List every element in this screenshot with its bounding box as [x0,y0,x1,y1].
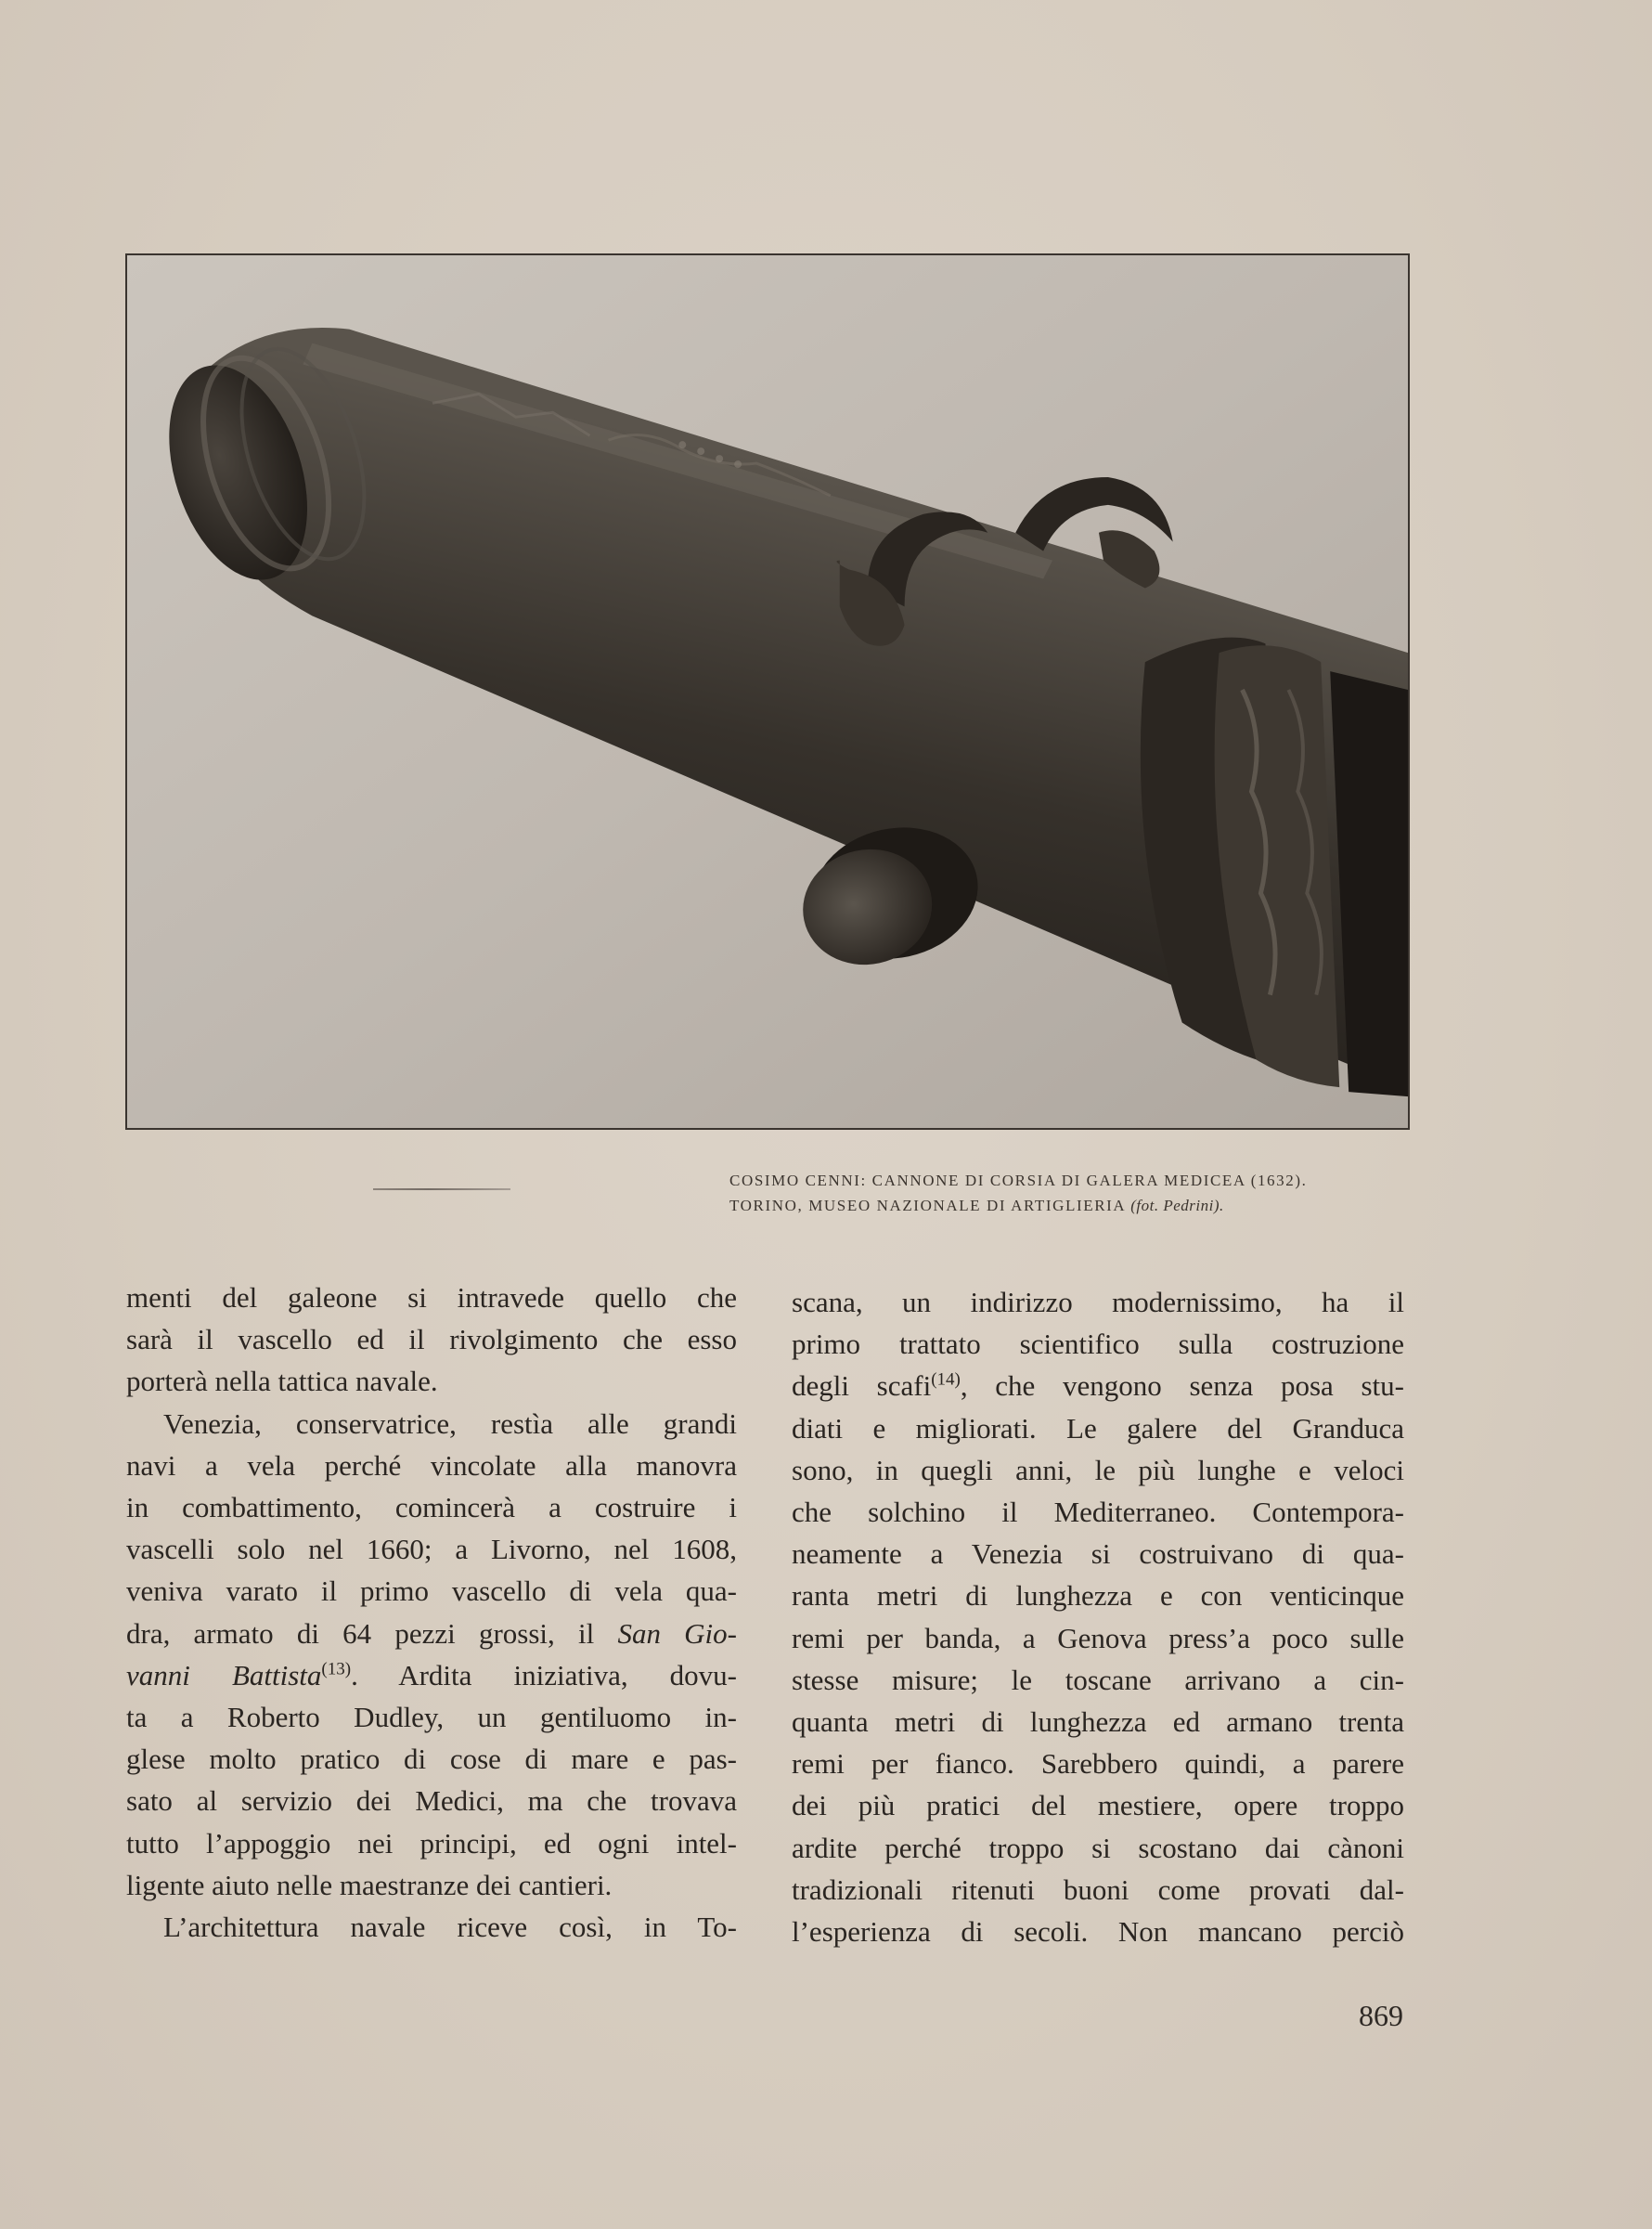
text-line: diati e migliorati. Le galere del Granduca [792,1411,1404,1445]
text-line: remi per fianco. Sarebbero quindi, a parere [792,1747,1404,1781]
footnote-ref-14: (14) [931,1370,961,1391]
cannon-photograph [125,253,1410,1130]
text-line: sarà il vascello ed il rivolgimento che esso [126,1323,737,1356]
text-fragment: degli scafi [792,1369,932,1403]
text-line: sato al servizio dei Medici, ma che trovava [126,1784,737,1818]
text-line: ranta metri di lunghezza e con venticinque [792,1579,1404,1613]
caption-line-1 [729,1168,1398,1193]
text-line: ta a Roberto Dudley, un gentiluomo in- [126,1701,737,1734]
text-line: glese molto pratico di cose di mare e pas- [126,1743,737,1776]
text-line: veniva varato il primo vascello di vela qua- [126,1575,737,1608]
caption-title: COSIMO CENNI: CANNONE DI CORSIA DI GALERA MEDICEA [729,1172,1245,1189]
caption-line-2 [729,1193,1398,1218]
caption-year: (1632). [1250,1172,1308,1189]
text-line: stesse misure; le toscane arrivano a cin- [792,1663,1404,1696]
cannon-image [127,255,1408,1128]
text-line: sono, in quegli anni, le più lunghe e veloci [792,1453,1404,1486]
text-line: menti del galeone si intravede quello che [126,1281,737,1314]
text-line: ligente aiuto nelle maestranze dei cantieri. [126,1868,613,1901]
text-line: neamente a Venezia si costruivano di qua- [792,1537,1404,1571]
text-fragment: dra, armato di 64 pezzi grossi, il [126,1616,618,1650]
footnote-ref-13: (13) [321,1659,352,1679]
page-number: 869 [1359,1999,1403,2032]
text-line: primo trattato scientifico sulla costruzione [792,1328,1404,1361]
text-line: porterà nella tattica navale. [126,1365,438,1398]
text-line: che solchino il Mediterraneo. Contempora- [792,1496,1404,1529]
right-text-column [792,1281,1404,1952]
text-fragment: . Ardita iniziativa, dovu- [351,1658,737,1691]
figure-caption [729,1168,1398,1218]
text-line: tradizionali ritenuti buoni come provati dal- [792,1873,1404,1906]
text-line: vascelli solo nel 1660; a Livorno, nel 1608, [126,1533,737,1566]
text-fragment: , che vengono senza posa stu- [960,1369,1404,1403]
italic-title-fragment-2: vanni Battista [126,1658,322,1691]
text-line: l’esperienza di secoli. Non mancano perciò [792,1915,1404,1949]
text-line: scana, un indirizzo modernissimo, ha il [792,1286,1404,1318]
text-line: navi a vela perché vincolate alla manovra [126,1448,737,1482]
text-line: tutto l’appoggio nei principi, ed ogni intel- [126,1826,737,1860]
text-line [126,1654,737,1696]
decorative-rule [373,1188,510,1190]
left-text-column [126,1276,737,1948]
caption-location: TORINO, MUSEO NAZIONALE DI ARTIGLIERIA [729,1197,1126,1214]
caption-photo-credit: (fot. Pedrini). [1130,1197,1224,1214]
italic-title-fragment: San Gio- [617,1616,737,1650]
text-line [792,1365,1404,1406]
text-line: L’architettura navale riceve così, in To- [163,1911,737,1944]
text-line: dei più pratici del mestiere, opere troppo [792,1789,1404,1822]
text-line: in combattimento, comincerà a costruire i [126,1491,737,1524]
text-line: ardite perché troppo si scostano dai cànoni [792,1831,1404,1864]
text-line: Venezia, conservatrice, restìa alle grandi [163,1406,737,1440]
text-line: remi per banda, a Genova press’a poco sulle [792,1621,1404,1654]
text-line: quanta metri di lunghezza ed armano trenta [792,1705,1404,1739]
text-line [126,1613,737,1654]
